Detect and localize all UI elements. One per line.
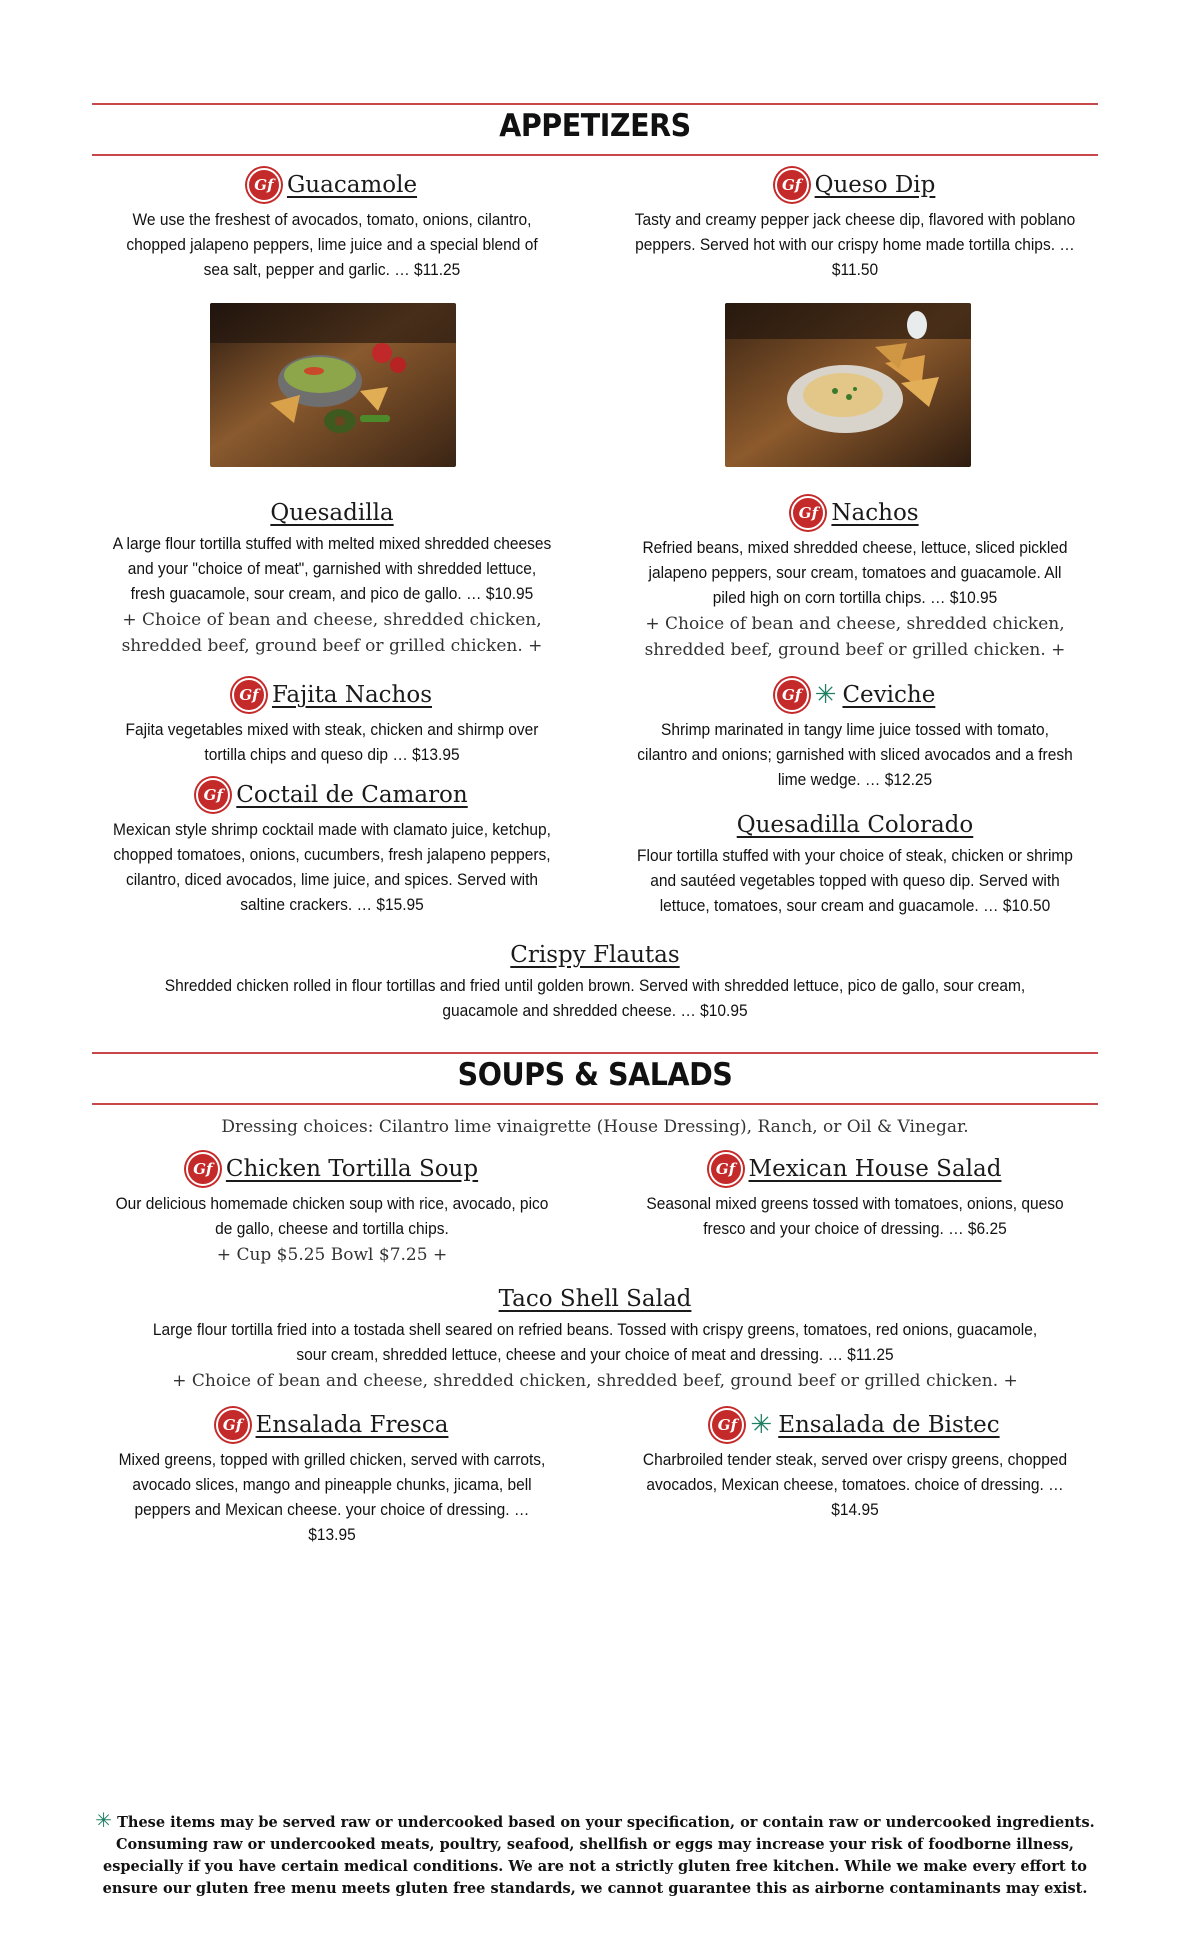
item-description: Shredded chicken rolled in flour tortillas and fried until golden brown. Served with shredded lettuce, pico de gallo, sour cream, guacamole and shredded cheese. … $10.95 — [164, 977, 1026, 1020]
item-choice: + Choice of bean and cheese, shredded chicken, shredded beef, ground beef or grilled chicken. + — [172, 1371, 1018, 1391]
appetizers-title: APPETIZERS — [499, 108, 691, 144]
gluten-free-icon: Gf — [216, 1408, 250, 1442]
item-choice: + Choice of bean and cheese, shredded chicken, shredded beef, ground beef or grilled chicken. + — [121, 610, 543, 656]
menu-item-queso-dip — [620, 168, 1090, 283]
raw-asterisk-icon: ✳ — [750, 1410, 773, 1440]
menu-item-ensalada-fresca — [98, 1408, 566, 1548]
item-name: Ensalada de Bistec — [778, 1412, 1000, 1438]
item-name: Ceviche — [842, 682, 936, 708]
raw-asterisk-icon: ✳ — [814, 680, 837, 710]
section-rule-top — [92, 1052, 1098, 1054]
item-name: Mexican House Salad — [748, 1156, 1002, 1182]
item-name: Ensalada Fresca — [255, 1412, 449, 1438]
item-choice: + Choice of bean and cheese, shredded chicken, shredded beef, ground beef or grilled chicken. + — [644, 614, 1066, 660]
gluten-free-icon: Gf — [186, 1152, 220, 1186]
gluten-free-icon: Gf — [196, 778, 230, 812]
menu-item-nachos — [620, 496, 1090, 663]
item-name: Quesadilla Colorado — [736, 812, 974, 838]
item-description: Tasty and creamy pepper jack cheese dip, flavored with poblano peppers. Served hot with our crispy home made tortilla chips. … $11.50 — [634, 211, 1076, 279]
gluten-free-icon: Gf — [710, 1408, 744, 1442]
item-description: Mixed greens, topped with grilled chicken, served with carrots, avocado slices, mango and pineapple chunks, jicama, bell peppers and Mexican cheese. your choice of dressing. … $13.95 — [118, 1451, 546, 1544]
item-description: Large flour tortilla fried into a tostada shell seared on refried beans. Tossed with crispy greens, tomatoes, red onions, guacamole, sour cream, shredded lettuce, cheese and your choice of meat and dressing. … $11.25 — [152, 1321, 1038, 1364]
item-name: Chicken Tortilla Soup — [225, 1156, 479, 1182]
gluten-free-icon: Gf — [775, 678, 809, 712]
queso-dip-photo — [725, 303, 971, 467]
disclaimer-text: These items may be served raw or undercooked based on your specification, or contain raw or undercooked ingredients. Consuming raw or undercooked meats, poultry, seafood, shellfish or eggs may increase your risk of foodborne illness, especially if you have certain medical conditions. We are not a strictly gluten free kitchen. While we make every effort to ensure our gluten free menu meets gluten free standards, we cannot guarantee this as airborne contaminants may exist. — [102, 1814, 1095, 1897]
soups-salads-title: SOUPS & SALADS — [457, 1057, 733, 1093]
item-description: Flour tortilla stuffed with your choice of steak, chicken or shrimp and sautéed vegetables topped with queso dip. Served with lettuce, tomatoes, sour cream and guacamole. … $10.50 — [637, 847, 1073, 915]
item-name: Queso Dip — [814, 172, 936, 198]
menu-item-ensalada-de-bistec — [620, 1408, 1090, 1523]
gluten-free-icon: Gf — [791, 496, 825, 530]
gluten-free-icon: Gf — [775, 168, 809, 202]
section-rule-bottom — [92, 1103, 1098, 1105]
menu-item-fajita-nachos — [98, 678, 566, 768]
item-name: Taco Shell Salad — [498, 1286, 692, 1312]
item-description: Seasonal mixed greens tossed with tomatoes, onions, queso fresco and your choice of dressing. … $6.25 — [646, 1195, 1064, 1238]
item-name: Crispy Flautas — [510, 942, 680, 968]
menu-item-quesadilla — [98, 500, 566, 659]
raw-food-disclaimer — [92, 1810, 1098, 1900]
item-name: Guacamole — [286, 172, 418, 198]
item-name: Coctail de Camaron — [236, 782, 468, 808]
item-description: Fajita vegetables mixed with steak, chicken and shirmp over tortilla chips and queso dip … $13.95 — [125, 721, 539, 764]
menu-item-taco-shell-salad — [108, 1286, 1082, 1394]
item-description: A large flour tortilla stuffed with melted mixed shredded cheeses and your "choice of meat", garnished with shredded lettuce, fresh guacamole, sour cream, and pico de gallo. … $10.95 — [112, 535, 552, 603]
menu-item-ceviche — [620, 678, 1090, 793]
item-description: Refried beans, mixed shredded cheese, lettuce, sliced pickled jalapeno peppers, sour cream, tomatoes and guacamole. All piled high on corn tortilla chips. … $10.95 — [642, 539, 1068, 607]
menu-item-chicken-tortilla-soup — [98, 1152, 566, 1268]
guacamole-photo — [210, 303, 456, 467]
section-rule-top — [92, 103, 1098, 105]
gluten-free-icon: Gf — [709, 1152, 743, 1186]
item-choice: + Cup $5.25 Bowl $7.25 + — [216, 1245, 448, 1265]
menu-item-quesadilla-colorado — [620, 812, 1090, 919]
dressing-choices: Dressing choices: Cilantro lime vinaigrette (House Dressing), Ranch, or Oil & Vinegar. — [221, 1117, 969, 1137]
item-name: Fajita Nachos — [271, 682, 433, 708]
item-name: Nachos — [831, 500, 919, 526]
menu-item-coctail-de-camaron — [98, 778, 566, 918]
item-description: Our delicious homemade chicken soup with rice, avocado, pico de gallo, cheese and tortilla chips. — [115, 1195, 549, 1238]
raw-asterisk-icon: ✳ — [95, 1808, 113, 1832]
item-description: Mexican style shrimp cocktail made with clamato juice, ketchup, chopped tomatoes, onions, cucumbers, fresh jalapeno peppers, cilantro, diced avocados, lime juice, and spices. Served with saltine crackers. … $15.95 — [113, 821, 551, 914]
item-description: We use the freshest of avocados, tomato, onions, cilantro, chopped jalapeno peppers, lime juice and a special blend of sea salt, pepper and garlic. … $11.25 — [126, 211, 538, 279]
item-description: Shrimp marinated in tangy lime juice tossed with tomato, cilantro and onions; garnished with sliced avocados and a fresh lime wedge. … $12.25 — [637, 721, 1073, 789]
item-name: Quesadilla — [270, 500, 394, 526]
item-description: Charbroiled tender steak, served over crispy greens, chopped avocados, Mexican cheese, tomatoes. choice of dressing. … $14.95 — [642, 1451, 1068, 1519]
gluten-free-icon: Gf — [247, 168, 281, 202]
menu-item-mexican-house-salad — [620, 1152, 1090, 1242]
menu-item-crispy-flautas — [130, 942, 1060, 1024]
section-rule-bottom — [92, 154, 1098, 156]
menu-item-guacamole — [98, 168, 566, 283]
gluten-free-icon: Gf — [232, 678, 266, 712]
